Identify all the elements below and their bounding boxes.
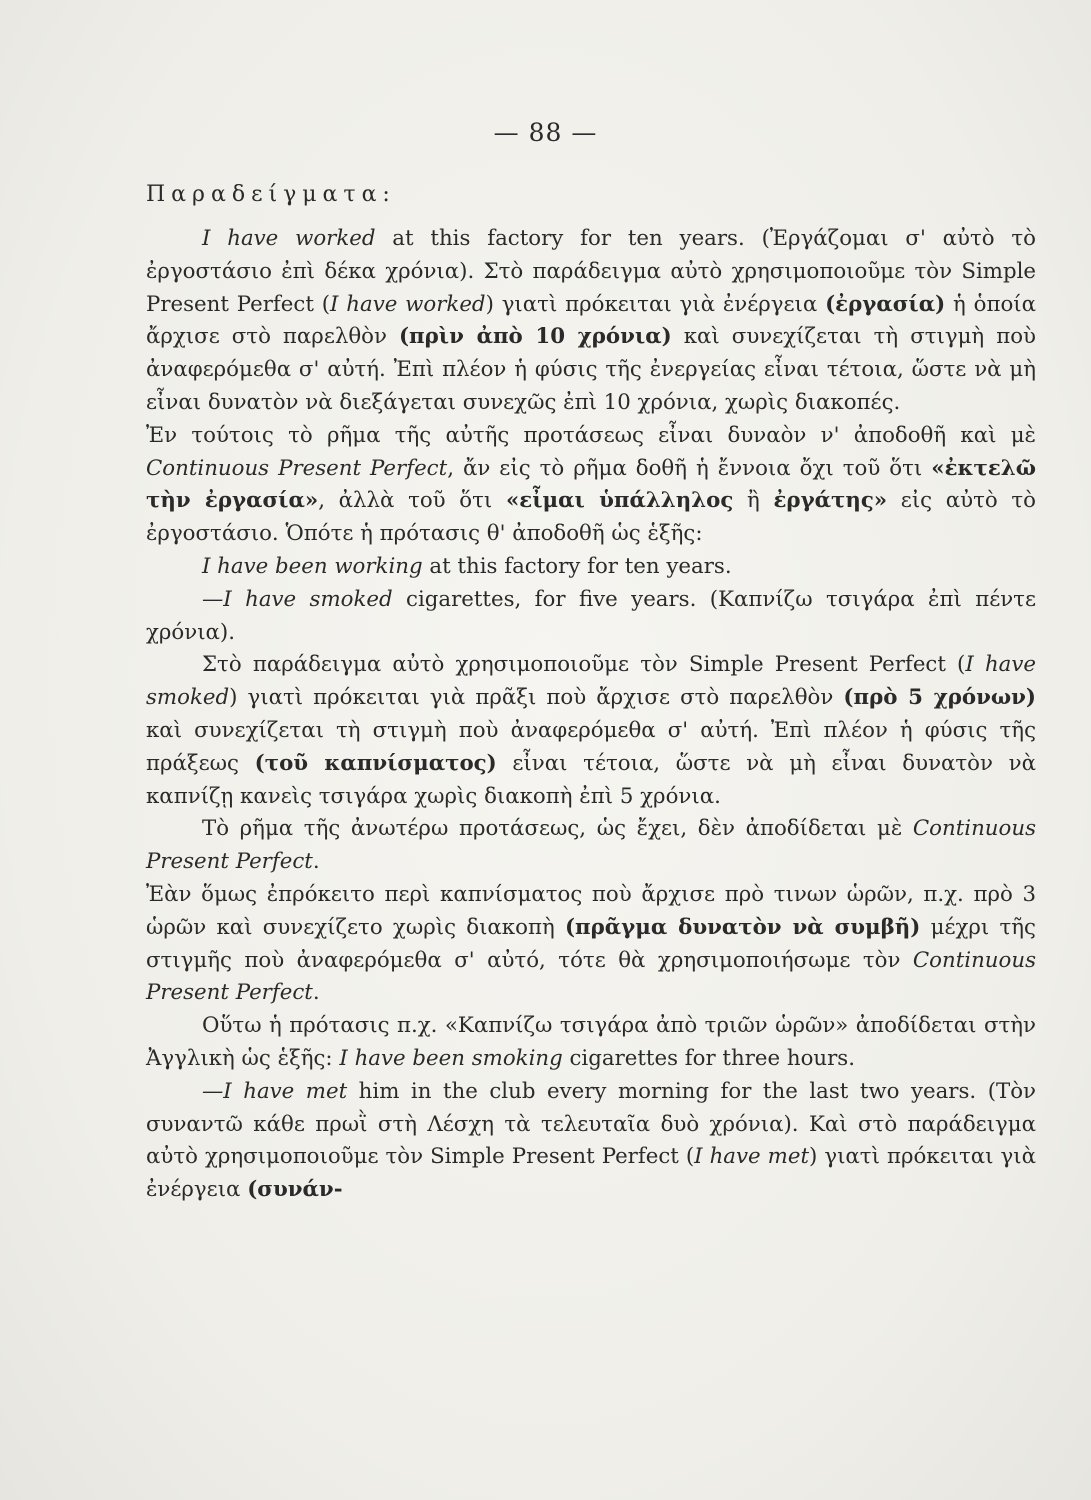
section-heading: Παραδείγματα: bbox=[146, 182, 396, 207]
example-text: I have worked bbox=[202, 226, 376, 251]
body-text: Ἐὰν ὅμως ἐπρόκειτο περὶ καπνίσματος ποὺ ἄρχισε πρὸ τινων ὡρῶν, π.χ. πρὸ 3 ὡρῶν καὶ συνεχίζετο χωρὶς διακοπὴ bbox=[146, 881, 1036, 940]
body-text: ἢ bbox=[733, 488, 774, 514]
body-text: καὶ συνεχίζεται τὴ στιγμὴ ποὺ ἀναφερόμεθα σ' αὐτή. Ἐπὶ πλέον ἡ φύσις τῆς ἐνεργείας εἶναι τέτοια, ὥστε νὰ μὴ εἶναι δυνατὸν νὰ διεξάγεται συνεχῶς ἐπὶ 10 χρόνια, χωρὶς διακοπές. bbox=[146, 324, 1036, 415]
body-text: Οὕτω ἡ πρότασις π.χ. «Καπνίζω τσιγάρα ἀπὸ τριῶν ὡρῶν» ἀποδίδεται στὴν Ἀγγλικὴ ὡς ἑξῆς: bbox=[146, 1013, 1036, 1071]
example-text: I have been working bbox=[202, 553, 423, 579]
body-text: μέχρι τῆς στιγμῆς ποὺ ἀναφερόμεθα σ' αὐτό, τότε θὰ χρησιμοποιήσωμε τὸν bbox=[146, 914, 1036, 973]
emphasis-text: «εἶμαι ὑπάλληλος bbox=[505, 488, 734, 514]
text-body bbox=[146, 178, 1036, 1207]
example-text: I have worked bbox=[330, 291, 486, 317]
emphasis-text: (πρὸ 5 χρόνων) bbox=[843, 685, 1036, 711]
emphasis-text: (πρᾶγμα δυνατὸν νὰ συμβῆ) bbox=[564, 914, 921, 940]
body-text: ) γιατὶ πρόκειται γιὰ ἐνέργεια bbox=[146, 1144, 1036, 1203]
body-text: ἡ ὁποία ἄρχισε στὸ παρελθὸν bbox=[146, 291, 1037, 350]
emphasis-text: (συνάν- bbox=[247, 1177, 343, 1203]
body-text: Στὸ παράδειγμα αὐτὸ χρησιμοποιοῦμε τὸν Simple Present Perfect ( bbox=[202, 652, 966, 678]
body-text: καὶ συνεχίζεται τὴ στιγμὴ ποὺ ἀναφερόμεθα σ' αὐτή. Ἐπὶ πλέον ἡ φύσις τῆς πράξεως bbox=[146, 717, 1036, 776]
paragraph bbox=[146, 584, 1036, 650]
page-number: — 88 — bbox=[493, 118, 598, 147]
example-text: I have met bbox=[694, 1144, 810, 1170]
example-text: I have been smoking bbox=[339, 1045, 563, 1071]
body-text: ) γιατὶ πρόκειται γιὰ ἐνέργεια bbox=[485, 291, 826, 317]
emphasis-text: (πρὶν ἀπὸ 10 χρόνια) bbox=[398, 324, 672, 350]
paragraph bbox=[146, 649, 1036, 813]
body-text: ) γιατὶ πρόκειται γιὰ πρᾶξι ποὺ ἄρχισε στὸ παρελθὸν bbox=[229, 685, 844, 711]
example-text: Continuous Present Perfect bbox=[146, 947, 1036, 1006]
emphasis-text: (ἐργασία) bbox=[825, 291, 946, 317]
body-text: cigarettes, for five years. (Καπνίζω τσιγάρα ἐπὶ πέντε χρόνια). bbox=[146, 586, 1036, 645]
example-text: —I have smoked bbox=[202, 586, 393, 612]
paragraph bbox=[146, 879, 1036, 1010]
paragraph bbox=[146, 420, 1036, 551]
body-text: cigarettes for three hours. bbox=[562, 1045, 855, 1071]
paragraph bbox=[146, 1076, 1036, 1207]
paragraph bbox=[146, 1010, 1036, 1076]
body-text: , ἄν εἰς τὸ ρῆμα δοθῆ ἡ ἔννοια ὄχι τοῦ ὅτι bbox=[447, 455, 932, 481]
body-text: him in the club every morning for the last two years. (Τὸν συναντῶ κάθε πρωῒ στὴ Λέσχη τὰ τελευταῖα δυὸ χρόνια). Καὶ στὸ παράδειγμα αὐτὸ χρησιμοποιοῦμε τὸν Simple Present Perfect ( bbox=[146, 1078, 1036, 1170]
emphasis-text: ἐργάτης» bbox=[773, 488, 888, 514]
example-text: —I have met bbox=[202, 1078, 348, 1104]
paragraph bbox=[146, 551, 1036, 584]
emphasis-text: «ἐκτελῶ τὴν ἐργασία» bbox=[146, 455, 1036, 514]
body-text: . bbox=[312, 980, 320, 1006]
emphasis-text: (τοῦ καπνίσματος) bbox=[254, 750, 497, 776]
body-text: at this factory for ten years. (Ἐργάζομαι σ' αὐτὸ τὸ ἐργοστάσιο ἐπὶ δέκα χρόνια). Στὸ παράδειγμα αὐτὸ χρησιμοποιοῦμε τὸν Simple Present Perfect ( bbox=[146, 226, 1037, 317]
example-text: I have smoked bbox=[146, 652, 1036, 711]
body-text: , ἀλλὰ τοῦ ὅτι bbox=[318, 488, 506, 514]
body-text: Ἐν τούτοις τὸ ρῆμα τῆς αὐτῆς προτάσεως εἶναι δυναὸν ν' ἀποδοθῆ καὶ μὲ bbox=[146, 422, 1036, 448]
body-text: at this factory for ten years. bbox=[422, 553, 732, 579]
paragraph bbox=[146, 813, 1036, 879]
example-text: Continuous Present Perfect bbox=[146, 455, 448, 481]
example-text: Continuous Present Perfect bbox=[146, 816, 1036, 875]
paragraph bbox=[146, 223, 1036, 420]
body-text: εἰς αὐτὸ τὸ ἐργοστάσιο. Ὁπότε ἡ πρότασις θ' ἀποδοθῆ ὡς ἑξῆς: bbox=[146, 488, 1036, 547]
body-text: Τὸ ρῆμα τῆς ἀνωτέρω προτάσεως, ὡς ἔχει, δὲν ἀποδίδεται μὲ bbox=[202, 816, 913, 842]
body-text: εἶναι τέτοια, ὥστε νὰ μὴ εἶναι δυνατὸν νὰ καπνίζῃ κανεὶς τσιγάρα χωρὶς διακοπὴ ἐπὶ 5 χρόνια. bbox=[146, 750, 1036, 809]
body-text: . bbox=[312, 849, 320, 875]
